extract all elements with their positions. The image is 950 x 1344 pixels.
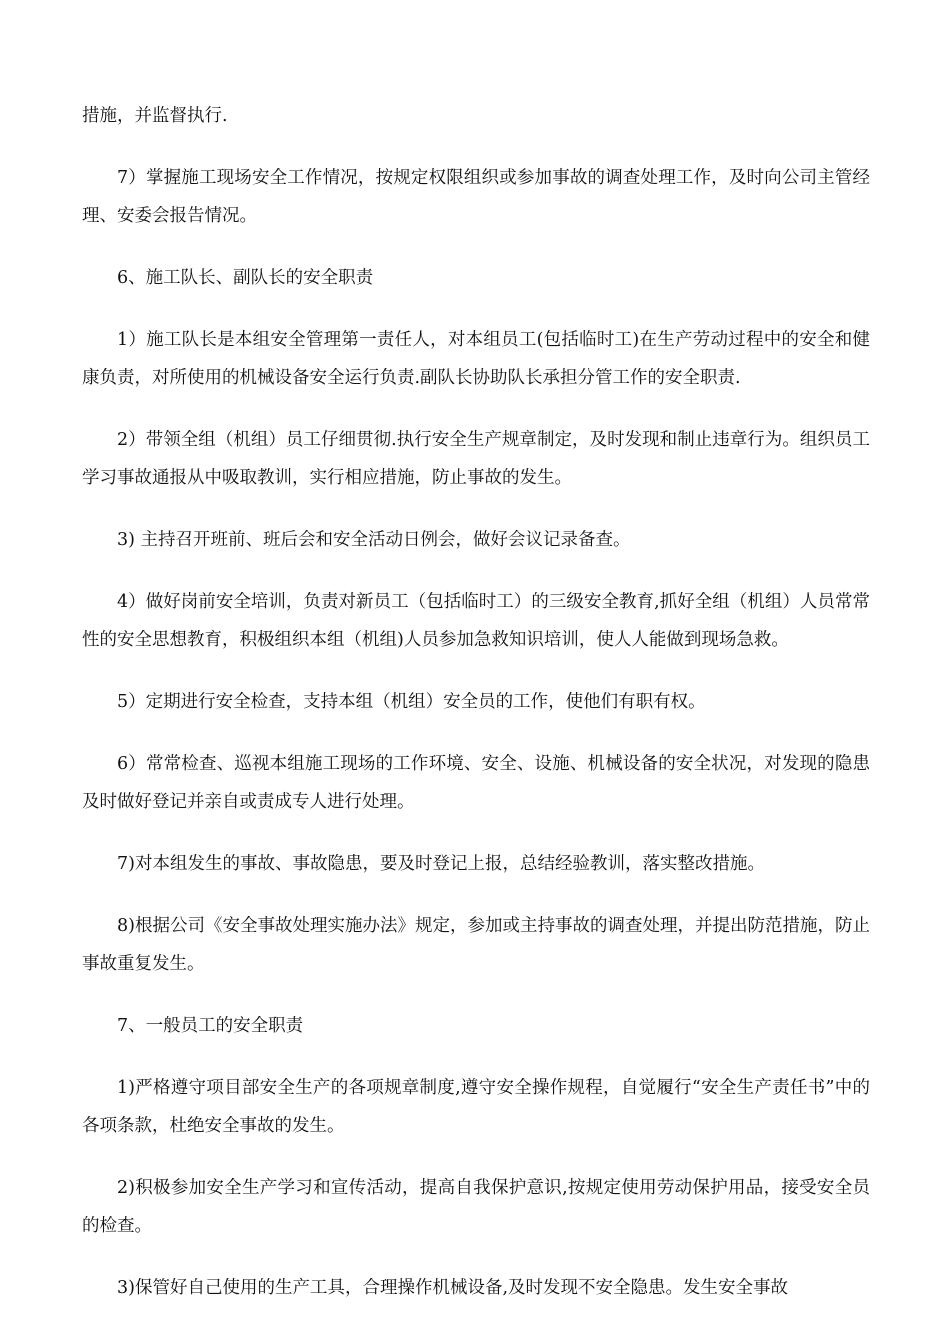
paragraph-item-1: 1）施工队长是本组安全管理第一责任人，对本组员工(包括临时工)在生产劳动过程中的安全和健康负责，对所使用的机械设备安全运行负责.副队长协助队长承担分管工作的安全职责.	[82, 330, 870, 388]
paragraph-item-3b: 3)保管好自己使用的生产工具，合理操作机械设备,及时发现不安全隐患。发生安全事故	[117, 1278, 789, 1298]
paragraph-item-2: 2）带领全组（机组）员工仔细贯彻.执行安全生产规章制定，及时发现和制止违章行为。组织员工学习事故通报从中吸取教训，实行相应措施，防止事故的发生。	[82, 430, 870, 488]
paragraph-item-5: 5）定期进行安全检查，支持本组（机组）安全员的工作，使他们有职有权。	[117, 692, 706, 712]
paragraph-continuation: 措施，并监督执行.	[82, 106, 228, 126]
paragraph-item-2b: 2)积极参加安全生产学习和宣传活动，提高自我保护意识,按规定使用劳动保护用品，接受安全员的检查。	[82, 1178, 870, 1236]
section-heading-6: 6、施工队长、副队长的安全职责	[117, 268, 374, 288]
paragraph-item-7: 7）掌握施工现场安全工作情况，按规定权限组织或参加事故的调查处理工作，及时向公司主管经理、安委会报告情况。	[82, 168, 870, 226]
paragraph-item-4: 4）做好岗前安全培训，负责对新员工（包括临时工）的三级安全教育,抓好全组（机组）人员常常性的安全思想教育，积极组织本组（机组)人员参加急救知识培训，使人人能做到现场急救。	[82, 592, 870, 650]
section-heading-7: 7、一般员工的安全职责	[117, 1016, 304, 1036]
paragraph-item-6: 6）常常检查、巡视本组施工现场的工作环境、安全、设施、机械设备的安全状况，对发现的隐患及时做好登记并亲自或责成专人进行处理。	[82, 754, 870, 812]
paragraph-item-7b: 7)对本组发生的事故、事故隐患，要及时登记上报，总结经验教训，落实整改措施。	[117, 854, 765, 874]
paragraph-item-3: 3) 主持召开班前、班后会和安全活动日例会，做好会议记录备查。	[117, 530, 631, 550]
paragraph-item-8: 8)根据公司《安全事故处理实施办法》规定，参加或主持事故的调查处理，并提出防范措施，防止事故重复发生。	[82, 916, 870, 974]
paragraph-item-1b: 1)严格遵守项目部安全生产的各项规章制度,遵守安全操作规程，自觉履行“安全生产责任书”中的各项条款，杜绝安全事故的发生。	[82, 1078, 870, 1136]
